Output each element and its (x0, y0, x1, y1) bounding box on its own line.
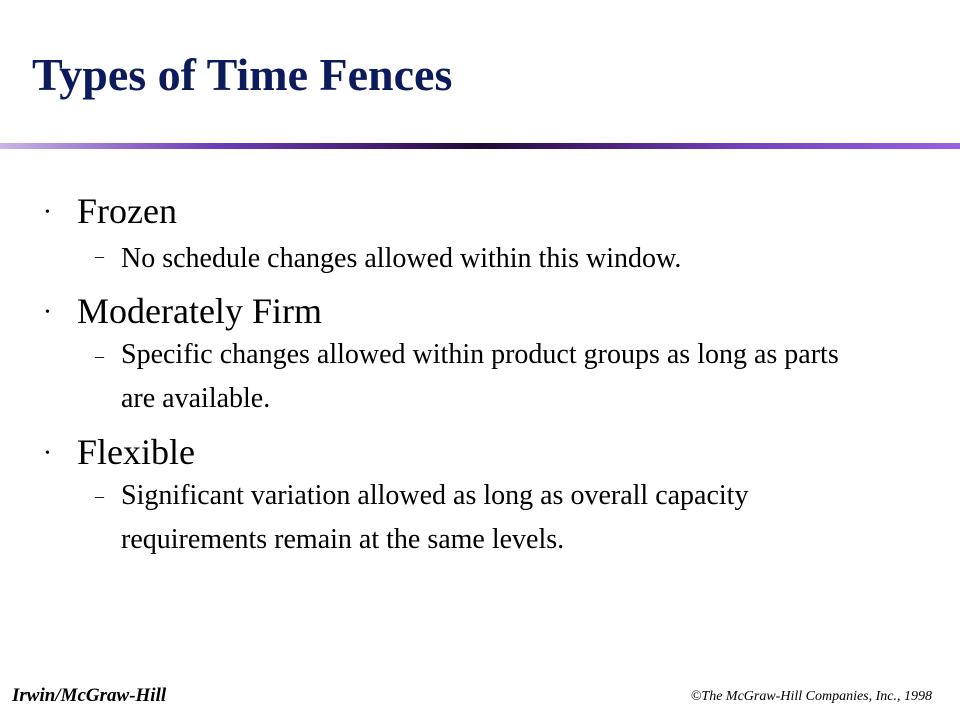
sub-dash: – (95, 486, 104, 506)
bullet-flexible: Flexible (77, 432, 195, 472)
sub-dash: – (95, 346, 104, 366)
sub-item-frozen: No schedule changes allowed within this window. (121, 243, 682, 274)
footer-publisher: Irwin/McGraw-Hill (12, 685, 167, 706)
bullet-frozen: Frozen (77, 191, 177, 231)
bullet-marker: • (45, 446, 50, 461)
bullet-marker: • (45, 305, 50, 320)
sub-dash: – (95, 246, 104, 266)
bullet-moderately-firm: Moderately Firm (77, 291, 322, 331)
sub-item-flexible: Significant variation allowed as long as overall capacity requirements remain at the same levels. (121, 480, 749, 555)
slide-title: Types of Time Fences (32, 49, 453, 100)
footer-copyright: ©The McGraw-Hill Companies, Inc., 1998 (690, 689, 932, 704)
bullet-marker: • (45, 205, 50, 220)
sub-item-moderately-firm: Specific changes allowed within product groups as long as parts are available. (121, 339, 839, 414)
